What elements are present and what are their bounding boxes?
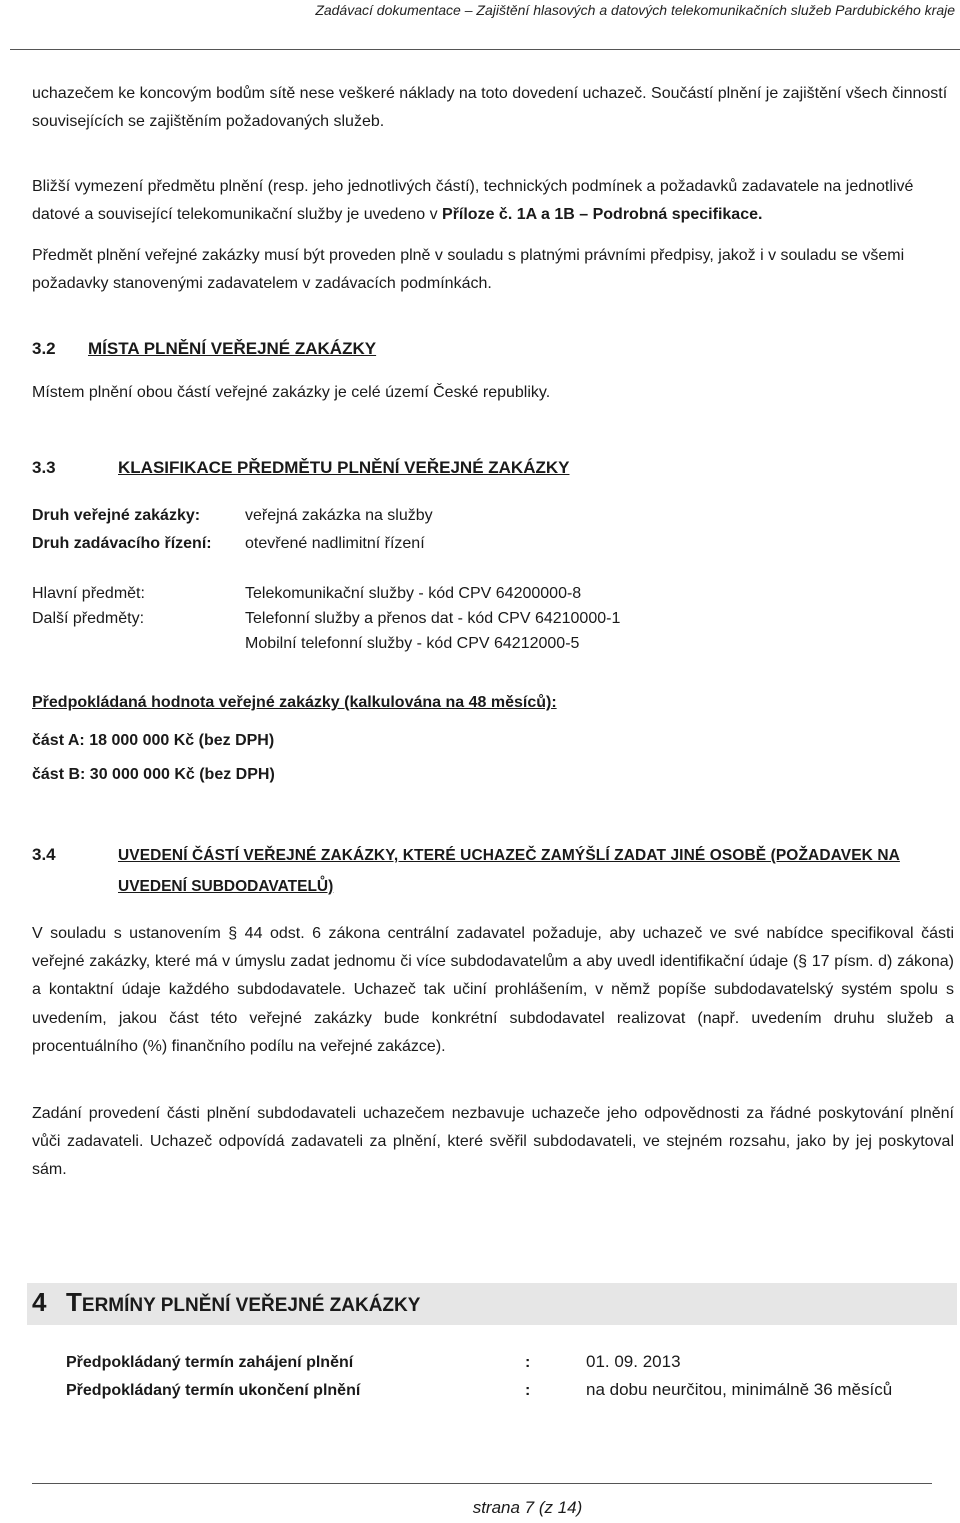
section-3-4-heading-cont [118, 876, 333, 896]
subcontractor-paragraph-2: Zadání provedení části plnění subdodavateli uchazečem nezbavuje uchazeče jeho odpovědnosti za řádné poskytování plnění vůči zadavateli. Uchazeč odpovídá zadavateli za plnění, které svěřil subdodavateli, ve stejném rozsahu, jako by jej poskytoval sám. [32, 1105, 954, 1179]
main-subject-value: Telekomunikační služby - kód CPV 64200000-8 [245, 585, 582, 602]
procedure-type-value: otevřené nadlimitní řízení [245, 535, 425, 552]
intro-paragraph-1: uchazečem ke koncovým bodům sítě nese veškeré náklady na toto dovedení uchazeč. Součástí plnění je zajištění všech činností souvisejících se zajištěním požadovaných služeb. [32, 85, 948, 130]
term-end-colon: : [525, 1382, 531, 1399]
part-a-value: část A: 18 000 000 Kč (bez DPH) [32, 732, 275, 749]
chapter-4-heading [32, 1287, 420, 1318]
chapter-number: 4 [32, 1287, 47, 1317]
document-header: Zadávací dokumentace – Zajištění hlasových a datových telekomunikačních služeb Pardubického kraje [315, 2, 955, 18]
procedure-type-row [32, 530, 425, 558]
place-of-performance-text: Místem plnění obou částí veřejné zakázky je celé území České republiky. [32, 384, 551, 401]
other-subject-item: Mobilní telefonní služby - kód CPV 64212000-5 [245, 635, 580, 652]
contract-type-label: Druh veřejné zakázky: [32, 507, 201, 524]
term-end-value: na dobu neurčitou, minimálně 36 měsíců [586, 1380, 893, 1399]
term-start-label: Předpokládaný termín zahájení plnění [66, 1354, 354, 1371]
intro-paragraph-3: Předmět plnění veřejné zakázky musí být proveden plně v souladu s platnými právními předpisy, jakož i v souladu se všemi požadavky stanovenými zadavatelem v zadávacích podmínkách. [32, 247, 905, 292]
main-subject-row [32, 580, 581, 608]
section-title-line-2: UVEDENÍ SUBDODAVATELŮ) [118, 878, 334, 895]
contract-type-row [32, 502, 433, 530]
section-title: KLASIFIKACE PŘEDMĚTU PLNĚNÍ VEŘEJNÉ ZAKÁZKY [118, 458, 570, 477]
other-subjects-row [32, 605, 245, 633]
contract-type-value: veřejná zakázka na služby [245, 507, 433, 524]
estimated-value-label: Předpokládaná hodnota veřejné zakázky (kalkulována na 48 měsíců): [32, 694, 557, 711]
section-3-2-heading [32, 339, 376, 359]
term-end-label: Předpokládaný termín ukončení plnění [66, 1382, 361, 1399]
intro-paragraph-2-text: Bližší vymezení předmětu plnění (resp. jeho jednotlivých částí), technických podmínek a požadavků zadavatele na jednotlivé datové a související telekomunikační služby je uvedeno v [32, 178, 914, 223]
chapter-title-initial: T [66, 1287, 82, 1317]
other-subject-item: Telefonní služby a přenos dat - kód CPV 64210000-1 [245, 610, 621, 627]
part-b-value: část B: 30 000 000 Kč (bez DPH) [32, 766, 275, 783]
section-3-4-heading [32, 845, 954, 865]
footer-rule [32, 1483, 932, 1484]
procedure-type-label: Druh zadávacího řízení: [32, 535, 212, 552]
term-start-colon: : [525, 1354, 531, 1371]
main-subject-label: Hlavní předmět: [32, 585, 145, 602]
section-title: MÍSTA PLNĚNÍ VEŘEJNÉ ZAKÁZKY [88, 339, 377, 358]
other-subjects-list [245, 606, 620, 656]
section-3-3-heading [32, 458, 569, 478]
header-rule [10, 49, 960, 50]
other-subjects-label: Další předměty: [32, 610, 145, 627]
section-number: 3.3 [32, 458, 56, 477]
chapter-title-rest: ERMÍNY PLNĚNÍ VEŘEJNÉ ZAKÁZKY [81, 1295, 421, 1316]
term-start-value: 01. 09. 2013 [586, 1352, 681, 1371]
attachment-reference: Příloze č. 1A a 1B – Podrobná specifikace. [442, 206, 763, 223]
page-number: strana 7 (z 14) [472, 1498, 583, 1517]
intro-paragraph-2 [32, 173, 954, 229]
section-title-line-1: UVEDENÍ ČÁSTÍ VEŘEJNÉ ZAKÁZKY, KTERÉ UCHAZEČ ZAMÝŠLÍ ZADAT JINÉ OSOBĚ (POŽADAVEK NA [118, 847, 900, 864]
section-number: 3.4 [32, 845, 56, 864]
section-number: 3.2 [32, 339, 56, 358]
subcontractor-paragraph-1: V souladu s ustanovením § 44 odst. 6 zákona centrální zadavatel požaduje, aby uchazeč ve své nabídce specifikoval části veřejné zakázky, které má v úmyslu zadat jednomu či více subdodavatelům a aby uvedl identifikační údaje (§ 17 písm. d) zákona) a kontaktní údaje každého subdodavatele. Uchazeč tak učiní prohlášením, v němž popíše subdodavatelský systém spolu s uvedením, jakou část této veřejné zakázky bude konkrétní subdodavatel realizovat (např. uvedením druhu služeb a procentuálního (%) finančního podílu na veřejné zakázce). [32, 925, 954, 1055]
